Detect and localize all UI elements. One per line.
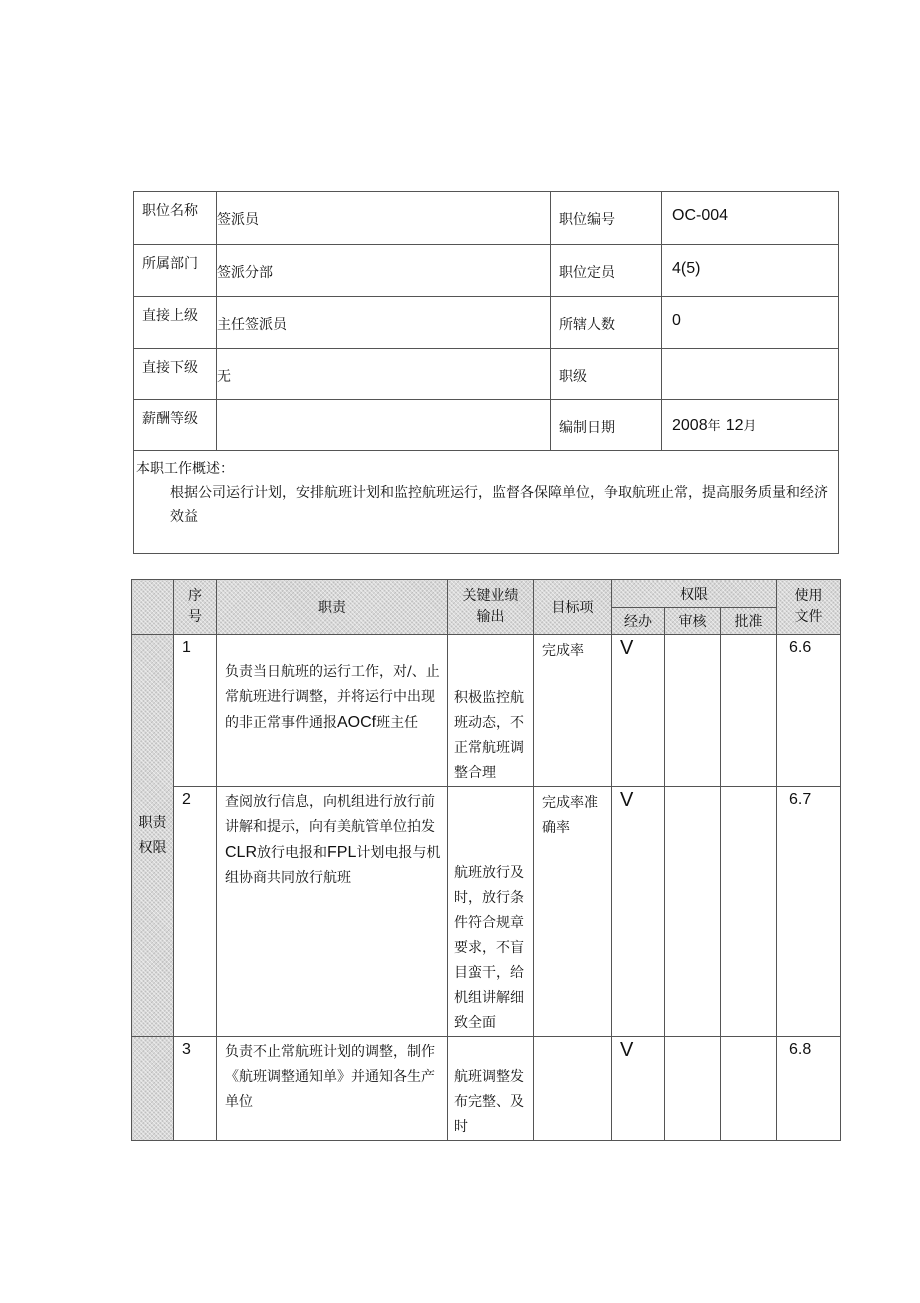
duty-code: CLR [225,844,258,861]
header-handle: 经办 [612,608,665,635]
compile-month-unit: 月 [743,419,757,434]
row-approve [721,1037,777,1141]
row-review [665,787,721,1037]
value-subordinate-count: 0 [662,297,839,349]
duty-code: FPL [327,844,357,861]
value-salary-grade [217,400,551,451]
row-seq: 1 [174,635,217,787]
header-authority: 权限 [612,580,777,608]
value-compile-date [662,400,839,451]
info-row [134,400,839,451]
info-row [134,349,839,400]
header-duty: 职责 [217,580,448,635]
header-doc-label: 使用文件 [794,588,823,625]
row-kpi: 航班调整发布完整、及时 [448,1037,534,1141]
value-direct-superior: 主任签派员 [217,297,551,349]
position-info-table [133,191,839,554]
duty-text: 班主任 [376,715,419,731]
table-row [132,635,841,787]
label-compile-date: 编制日期 [551,400,662,451]
compile-year-unit: 年 [707,419,721,434]
summary-text: 根据公司运行计划，安排航班计划和监控航班运行，监督各保障单位，争取航班止常，提高服务质量和经济效益 [170,485,828,525]
table-row [132,1037,841,1141]
table-row [132,787,841,1037]
job-summary [134,451,839,554]
row-target [534,1037,612,1141]
duty-text: 查阅放行信息，向机组进行放行前讲解和提示，向有美航管单位拍发 [225,794,435,835]
row-kpi: 航班放行及时，放行条件符合规章要求，不盲目蛮干，给机组讲解细致全面 [448,787,534,1037]
label-department: 所属部门 [134,245,217,297]
label-position-code: 职位编号 [551,192,662,245]
row-check-handle: V [612,787,665,1037]
header-seq [174,580,217,635]
header-doc [777,580,841,635]
header-kpi-label: 关键业绩输出 [462,588,519,625]
summary-title: 本职工作概述： [136,461,234,477]
row-duty [217,1037,448,1141]
info-row [134,192,839,245]
header-row [132,580,841,608]
value-department: 签派分部 [217,245,551,297]
row-duty [217,635,448,787]
duty-text: 负责不止常航班计划的调整，制作《航班调整通知单》并通知各生产单位 [225,1044,435,1110]
target-text: 完成率准确率 [542,795,598,836]
label-subordinate-count: 所辖人数 [551,297,662,349]
label-salary-grade: 薪酬等级 [134,400,217,451]
duty-code: AOCf [337,714,377,731]
row-target [534,787,612,1037]
row-doc: 6.8 [777,1037,841,1141]
side-label-duty-authority [132,635,174,1037]
header-kpi [448,580,534,635]
row-duty [217,787,448,1037]
duty-text: 放行电报和 [257,845,328,861]
info-row [134,297,839,349]
header-review: 审核 [665,608,721,635]
header-approve: 批准 [721,608,777,635]
row-check-handle: V [612,1037,665,1141]
side-label-text: 职责权限 [138,814,167,856]
value-job-level [662,349,839,400]
duty-table [131,579,841,1141]
summary-row [134,451,839,554]
row-doc: 6.6 [777,635,841,787]
compile-month: 12 [725,417,744,434]
row-approve [721,787,777,1037]
label-position-name: 职位名称 [134,192,217,245]
row-approve [721,635,777,787]
label-headcount: 职位定员 [551,245,662,297]
value-position-name: 签派员 [217,192,551,245]
label-job-level: 职级 [551,349,662,400]
row-review [665,1037,721,1141]
value-direct-subordinate: 无 [217,349,551,400]
value-headcount: 4(5) [662,245,839,297]
header-seq-label: 序号 [188,588,202,625]
row-seq: 3 [174,1037,217,1141]
label-direct-subordinate: 直接下级 [134,349,217,400]
row-seq: 2 [174,787,217,1037]
row-target: 完成率 [534,635,612,787]
value-position-code: OC-004 [662,192,839,245]
info-row [134,245,839,297]
label-direct-superior: 直接上级 [134,297,217,349]
header-corner [132,580,174,635]
row-kpi: 积极监控航班动态，不正常航班调整合理 [448,635,534,787]
compile-year: 2008 [672,417,708,434]
duty-text: 计划电报与机组协商共同放行航班 [225,845,441,886]
side-blank [132,1037,174,1141]
row-review [665,635,721,787]
duty-text: 负责当日航班的运行工作，对/、止常航班进行调整，并将运行中出现的非正常事件通报 [225,664,440,731]
row-check-handle: V [612,635,665,787]
row-doc: 6.7 [777,787,841,1037]
header-target: 目标项 [534,580,612,635]
